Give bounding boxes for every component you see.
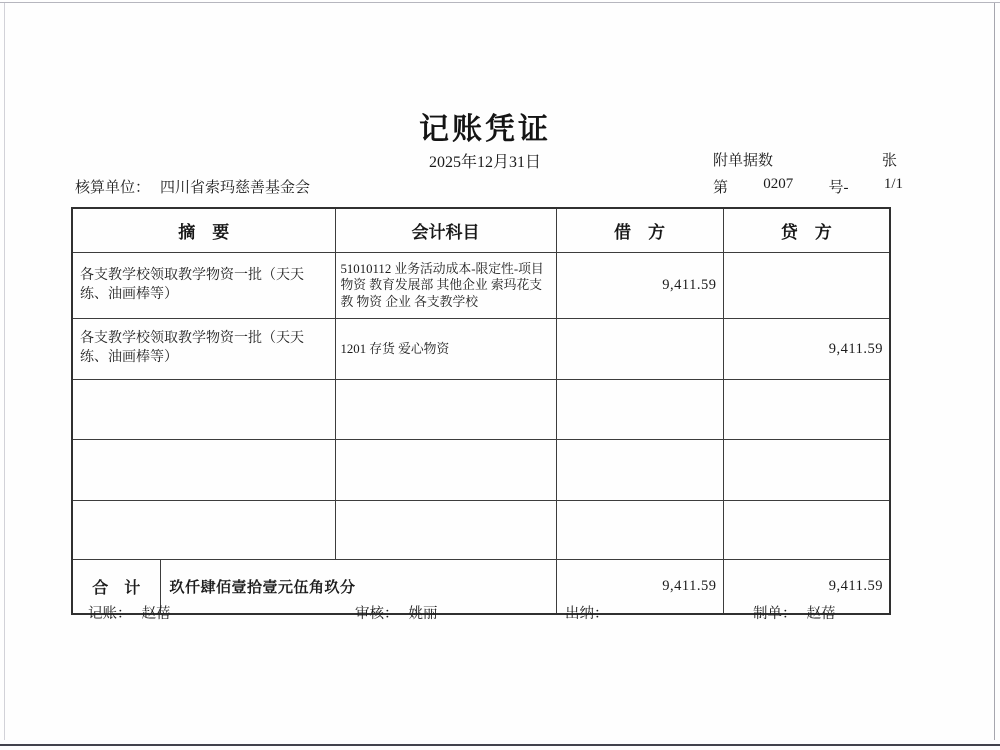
signature-bookkeeper <box>88 602 171 623</box>
cell-debit <box>556 501 723 560</box>
page-title: 记账凭证 <box>419 113 551 146</box>
voucher-page-no: 1/1 <box>883 176 903 192</box>
table-row <box>72 440 890 501</box>
signature-preparer <box>753 602 836 623</box>
total-credit: 9,411.59 <box>723 560 890 615</box>
header-debit: 借 方 <box>556 208 723 253</box>
total-label: 合 计 <box>72 560 160 615</box>
accounting-unit-line <box>75 176 310 197</box>
cell-account: 51010112 业务活动成本-限定性-项目物资 教育发展部 其他企业 索玛花支教 物资 企业 各支教学校 <box>335 253 556 319</box>
cell-credit <box>723 440 890 501</box>
cell-debit <box>556 380 723 440</box>
table-row <box>72 501 890 560</box>
voucher-no-value: 0207 <box>763 176 794 192</box>
cell-account <box>335 440 556 501</box>
cell-summary <box>72 440 335 501</box>
voucher-number-line <box>713 176 903 197</box>
scan-edge-bottom <box>0 744 1000 746</box>
header-summary: 摘 要 <box>72 208 335 253</box>
cell-summary: 各支教学校领取教学物资一批（天天练、油画棒等） <box>72 253 335 319</box>
preparer-name: 赵蓓 <box>806 606 836 622</box>
bookkeeper-label: 记账： <box>88 606 132 622</box>
cell-summary <box>72 501 335 560</box>
accounting-unit-name: 四川省索玛慈善基金会 <box>160 180 311 196</box>
header-account: 会计科目 <box>335 208 556 253</box>
cell-credit <box>723 501 890 560</box>
cell-account: 1201 存货 爱心物资 <box>335 319 556 380</box>
total-debit: 9,411.59 <box>556 560 723 615</box>
accounting-unit-label: 核算单位： <box>75 180 151 196</box>
attachment-unit: 张 <box>881 153 897 169</box>
table-row <box>72 253 890 319</box>
cell-debit <box>556 440 723 501</box>
scan-edge-top <box>0 2 1000 3</box>
voucher-table <box>71 207 891 615</box>
preparer-label: 制单： <box>753 606 797 622</box>
scan-edge-right <box>994 3 995 740</box>
cell-credit: 9,411.59 <box>723 319 890 380</box>
total-amount-in-words: 玖仟肆佰壹拾壹元伍角玖分 <box>160 560 556 615</box>
cell-summary: 各支教学校领取教学物资一批（天天练、油画棒等） <box>72 319 335 380</box>
header-credit: 贷 方 <box>723 208 890 253</box>
reviewer-label: 审核： <box>355 606 399 622</box>
bookkeeper-name: 赵蓓 <box>141 606 171 622</box>
voucher-no-prefix: 第 <box>713 180 729 196</box>
cell-debit: 9,411.59 <box>556 253 723 319</box>
cell-account <box>335 380 556 440</box>
table-row <box>72 380 890 440</box>
voucher-date: 2025年12月31日 <box>428 154 541 171</box>
cashier-label: 出纳： <box>565 606 609 622</box>
table-row <box>72 319 890 380</box>
attachment-label: 附单据数 <box>713 153 774 169</box>
cell-credit <box>723 253 890 319</box>
reviewer-name: 姚丽 <box>408 606 438 622</box>
table-body <box>72 253 890 560</box>
attachment-count-line <box>713 149 897 170</box>
cell-summary <box>72 380 335 440</box>
voucher-no-suffix: 号- <box>828 180 849 196</box>
signature-cashier <box>565 602 619 623</box>
cell-account <box>335 501 556 560</box>
table-header <box>72 208 890 253</box>
cell-debit <box>556 319 723 380</box>
signature-reviewer <box>355 602 438 623</box>
cell-credit <box>723 380 890 440</box>
